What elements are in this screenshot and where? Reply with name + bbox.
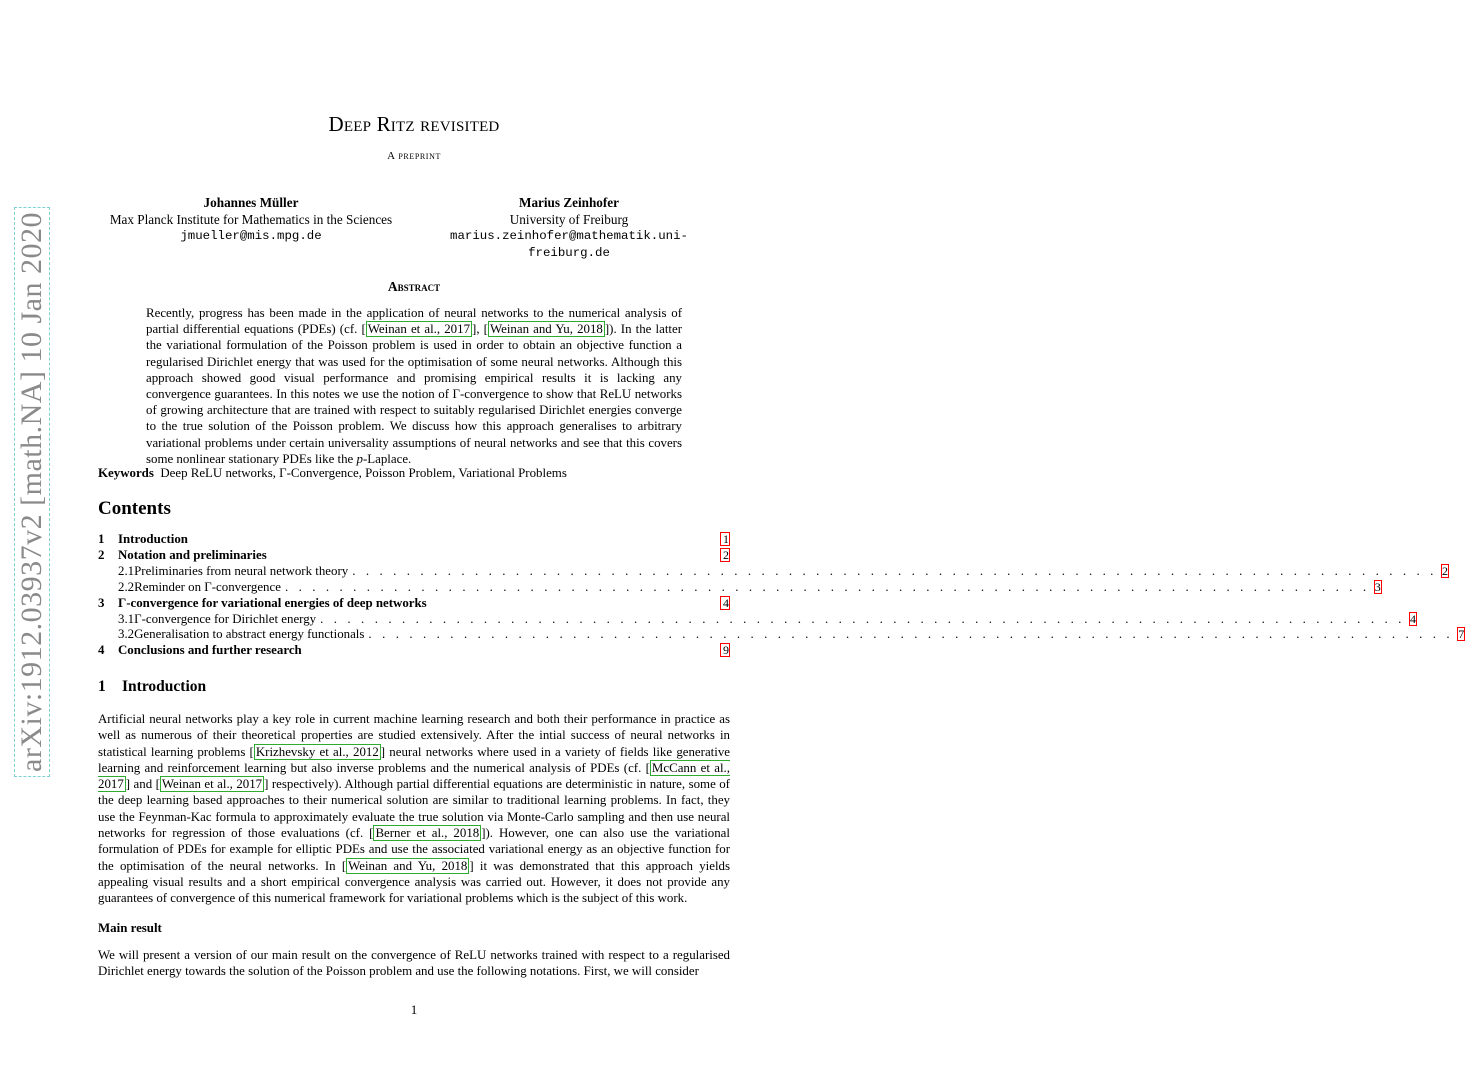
toc-label[interactable]: Notation and preliminaries [118,547,267,562]
citation-link[interactable]: Weinan and Yu, 2018 [489,322,603,337]
toc-label[interactable]: Conclusions and further research [118,643,302,658]
toc-entry[interactable] [98,548,730,564]
toc-label[interactable]: Γ-convergence for variational energies of deep networks [118,595,427,610]
section-title: Introduction [122,678,207,695]
toc-number: 3.2 [118,627,135,642]
toc-leader-dots: . . . . . . . . . . . . . . . . . . . . . . . . . . . . . . . . . . . . . . . . . . . . . . . . . . . . . . . . . . . . . . . . . . . . . . . . . . . . . . . . [284,579,1370,594]
toc-label[interactable]: Introduction [118,532,188,546]
abstract-heading: Abstract [387,279,441,294]
arxiv-stamp-container [10,212,54,772]
contents-heading: Contents [98,498,171,519]
keywords-label: Keywords [98,466,154,480]
abstract-text: -Laplace. [362,451,412,466]
section-heading [98,678,206,696]
citation-link[interactable]: Weinan et al., 2017 [367,322,471,337]
citation-link[interactable]: Weinan et al., 2017 [161,777,263,792]
abstract-text: ], [ [472,322,488,337]
citation-link[interactable]: Berner et al., 2018 [375,826,480,841]
toc-entry[interactable] [98,643,730,659]
abstract-body: Recently, progress has been made in the application of neural networks to the numerical analysis of partial differential equations (PDEs) (cf. [ Weinan et al., 2017 ], [ Weinan and Yu, 2018 ]). In the latter the variational formulation of the Poisson problem is used in order to obtain an objective function a regularised Dirichlet energy that was used for the optimisation of some neural networks. Although this approach showed good visual performance and promising empirical results it is lacking any convergence guarantees. In this notes we use the notion of Γ-convergence to show that ReLU networks of growing architecture that are trained with respect to suitably regularised Dirichlet energies converge to the true solution of the Poisson problem. We discuss how this approach generalises to arbitrary variational problems under certain universality assumptions of neural networks and see that this covers some nonlinear stationary PDEs like the p-Laplace. [146,306,683,466]
paper-title: Deep Ritz revisited [328,112,500,136]
paragraph-text: ] and [ [125,777,160,792]
toc-label[interactable]: Preliminaries from neural network theory [134,563,349,578]
paragraph-text: ] respectively). Although partial differential equations are deterministic in nature, some of the deep learning based approaches to their numerical solution are similar to traditional learning problems. In fact, they use the Feynman-Kac formula to approximately evaluate the true solution via Monte-Carlo sampling and then use neural networks for regression of those evaluations (cf. [ [98,777,730,841]
toc-entry[interactable] [98,596,730,612]
toc-label[interactable]: Generalisation to abstract energy functionals [134,627,365,642]
paragraph-text: ] it was demonstrated that this approach yields appealing visual results and a short empirical convergence analysis was carried out. However, it does not provide any guarantees of convergence of this numerical framework for variational problems which is the subject of this work. [98,858,730,906]
toc-number: 1 [98,532,105,546]
toc-entry[interactable] [98,563,1448,580]
toc-page-link[interactable]: 3 [1374,579,1381,594]
toc-entry[interactable] [98,532,730,548]
toc-entry[interactable] [98,579,1381,596]
author-email[interactable]: marius.zeinhofer@mathematik.uni-freiburg.de [450,229,688,260]
paragraph-text: ]). However, one can also use the variational formulation of PDEs for example for elliptic PDEs and use the associated variational energy as an objective function for the optimisation of the neural networks. In [ [98,826,730,873]
toc-page-link[interactable]: 4 [720,596,730,610]
toc-leader-dots: . . . . . . . . . . . . . . . . . . . . . . . . . . . . . . . . . . . . . . . . . . . . . . . . . . . . . . . . . . . . . . . . . . . . . . . . . . . . . . . . [368,627,1454,642]
intro-paragraph [98,711,730,907]
author-block-2 [410,194,728,262]
toc-label[interactable]: Reminder on Γ-convergence [134,579,281,594]
citation-link[interactable]: McCann et al., 2017 [98,760,730,792]
toc-leader-dots: . . . . . . . . . . . . . . . . . . . . . . . . . . . . . . . . . . . . . . . . . . . . . . . . . . . . . . . . . . . . . . . . . . . . . . . . . . . . . . . . [320,611,1405,626]
author-name: Marius Zeinhofer [519,195,619,210]
toc-entry[interactable] [98,611,1416,628]
toc-number: 3 [98,595,105,610]
citation-link[interactable]: Krizhevsky et al., 2012 [255,744,379,759]
preprint-label: A preprint [387,150,441,162]
toc-page-link[interactable]: 2 [1442,563,1448,578]
author-name: Johannes Müller [203,195,299,210]
toc-page-link[interactable]: 2 [720,548,730,562]
paragraph-text: ] neural networks where used in a variety of fields like generative learning and reinforcement learning but also inverse problems and the numerical analysis of PDEs (cf. [ [98,744,730,775]
toc-number: 2.1 [118,563,135,578]
author-email[interactable]: jmueller@mis.mpg.de [180,229,322,243]
toc-page-link[interactable]: 1 [720,532,730,546]
section-number: 1 [98,678,106,695]
toc-page-link[interactable]: 4 [1409,611,1416,626]
author-affiliation: Max Planck Institute for Mathematics in the Sciences [109,212,393,227]
abstract-text: Recently, progress has been made in the application of neural networks to the numerical analysis of partial differential equations (PDEs) (cf. [146,306,682,337]
toc-entry[interactable] [98,627,1465,643]
main-result-paragraph [98,947,730,980]
abstract-text: ]). In the latter the variational formulation of the Poisson problem is used in order to obtain an objective function a regularised Dirichlet energy that was used for the optimisation of some neural networks. Although this approach showed good visual performance and promising empirical results it is lacking any convergence guarantees. In this notes we use the notion of Γ-convergence to show that ReLU networks of growing architecture that are trained with respect to suitably regularised Dirichlet energies converge to the true solution of the Poisson problem. We discuss how this approach generalises to arbitrary variational problems under certain universality assumptions of neural networks and see that this covers some nonlinear stationary PDEs like the [146,322,683,466]
arxiv-stamp[interactable]: arXiv:1912.03937v2 [math.NA] 10 Jan 2020 [14,207,50,777]
paragraph-text: Artificial neural networks play a key role in current machine learning research and both their performance in practice as well as numerous of their theoretical properties are studied extensively. After the intial success of neural networks in statistical learning problems [ [98,712,730,759]
toc-page-link[interactable]: 9 [720,643,730,657]
toc-number: 4 [98,643,105,658]
toc-page-link[interactable]: 7 [1458,627,1465,642]
keywords-text: Deep ReLU networks, Γ-Convergence, Poisson Problem, Variational Problems [160,466,567,480]
toc-number: 3.1 [118,611,135,626]
keywords-line [98,466,738,481]
toc-number: 2 [98,547,105,562]
main-result-heading: Main result [98,921,162,935]
toc-leader-dots: . . . . . . . . . . . . . . . . . . . . . . . . . . . . . . . . . . . . . . . . . . . . . . . . . . . . . . . . . . . . . . . . . . . . . . . . . . . . . . . . [352,563,1437,578]
paragraph-text: We will present a version of our main result on the convergence of ReLU networks trained with respect to a regularised Dirichlet energy towards the solution of the Poisson problem and use the following notations. First, we will consider [98,948,730,979]
toc-number: 2.2 [118,579,135,594]
toc-label[interactable]: Γ-convergence for Dirichlet energy [134,611,317,626]
author-affiliation: University of Freiburg [509,212,629,227]
abstract-math-p: p [356,451,363,466]
citation-link[interactable]: Weinan and Yu, 2018 [348,858,468,873]
author-block-1 [96,194,406,245]
page-number: 1 [410,1002,418,1017]
